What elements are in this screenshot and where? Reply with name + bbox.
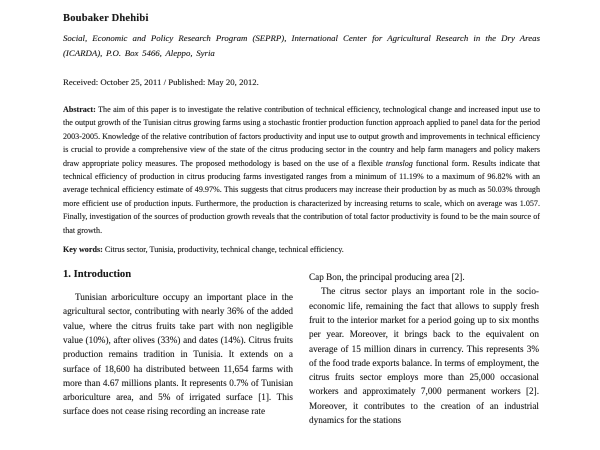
keywords-label: Key words: (63, 245, 103, 255)
section-heading-introduction: 1. Introduction (63, 269, 132, 281)
abstract-block (63, 103, 540, 237)
intro-paragraph-1-left: Tunisian arboriculture occupy an important place in the agricultural sector, contributing with nearly 36% of the added value, where the citrus fruits take part with non negligible value (10%), after olives (33%) and dates (14%). Citrus fruits production remains tradition in Tunisia. It extends on a surface of 18,600 ha distributed between 11,654 farms with more than 4.67 millions plants. It represents 0.7% of Tunisian arboriculture area, and 5% of irrigated surface [1]. This surface does not cease rising recording an increase rate (63, 292, 293, 417)
abstract-italic-term: translog (385, 158, 413, 168)
author-name: Boubaker Dhehibi (63, 13, 149, 24)
abstract-label: Abstract: (63, 105, 96, 114)
keywords-line (63, 245, 540, 254)
received-published-line: Received: October 25, 2011 / Published: May 20, 2012. (63, 77, 259, 87)
abstract-text-before-italic: The aim of this paper is to investigate the relative contribution of technical efficiency, technological change and increased input use to the output growth of the Tunisian citrus growing farms using a stochastic frontier production function approach applied to panel data for the period 2003-2005. Knowledge of the relative contribution of factors productivity and input use to output growth and improvements in technical efficiency is crucial to provide a comprehensive view of the state of the citrus producing sector in the country and help farm managers and policy makers draw appropriate policy measures. The proposed methodology is based on the use of a flexible (63, 105, 540, 168)
two-column-body (63, 269, 540, 427)
intro-paragraph-1-continuation: Cap Bon, the principal producing area [2]. (309, 272, 465, 283)
left-column (63, 269, 293, 427)
keywords-text: Citrus sector, Tunisia, productivity, technical change, technical efficiency. (102, 245, 344, 255)
right-column (309, 269, 539, 427)
abstract-text-after-italic: functional form. Results indicate that technical efficiency of production in citrus producing farms investigated ranges from a minimum of 11.19% to a maximum of 96.82% with an average technical efficiency estimate of 49.97%. This suggests that citrus producers may increase their production by as much as 50.03% through more efficient use of production inputs. Furthermore, the production is characterized by increasing returns to scale, which on average was 1.057. Finally, investigation of the sources of production growth reveals that the contribution of total factor productivity is found to be the main source of that growth. (63, 158, 540, 235)
intro-paragraph-2: The citrus sector plays an important role in the socio-economic life, remaining the fact that allows to supply fresh fruit to the interior market for a period going up to six months per year. Moreover, it brings back to the equivalent on average of 15 million dinars in currency. This represents 3% of the food trade exports balance. In terms of employment, the citrus fruits sector employs more than 25,000 occasional workers and approximately 7,000 permanent workers [2]. Moreover, it contributes to the creation of an industrial dynamics for the stations (309, 286, 539, 426)
author-affiliation: Social, Economic and Policy Research Program (SEPRP), International Center for Agricultural Research in the Dry Areas (ICARDA), P.O. Box 5466, Aleppo, Syria (63, 33, 540, 58)
